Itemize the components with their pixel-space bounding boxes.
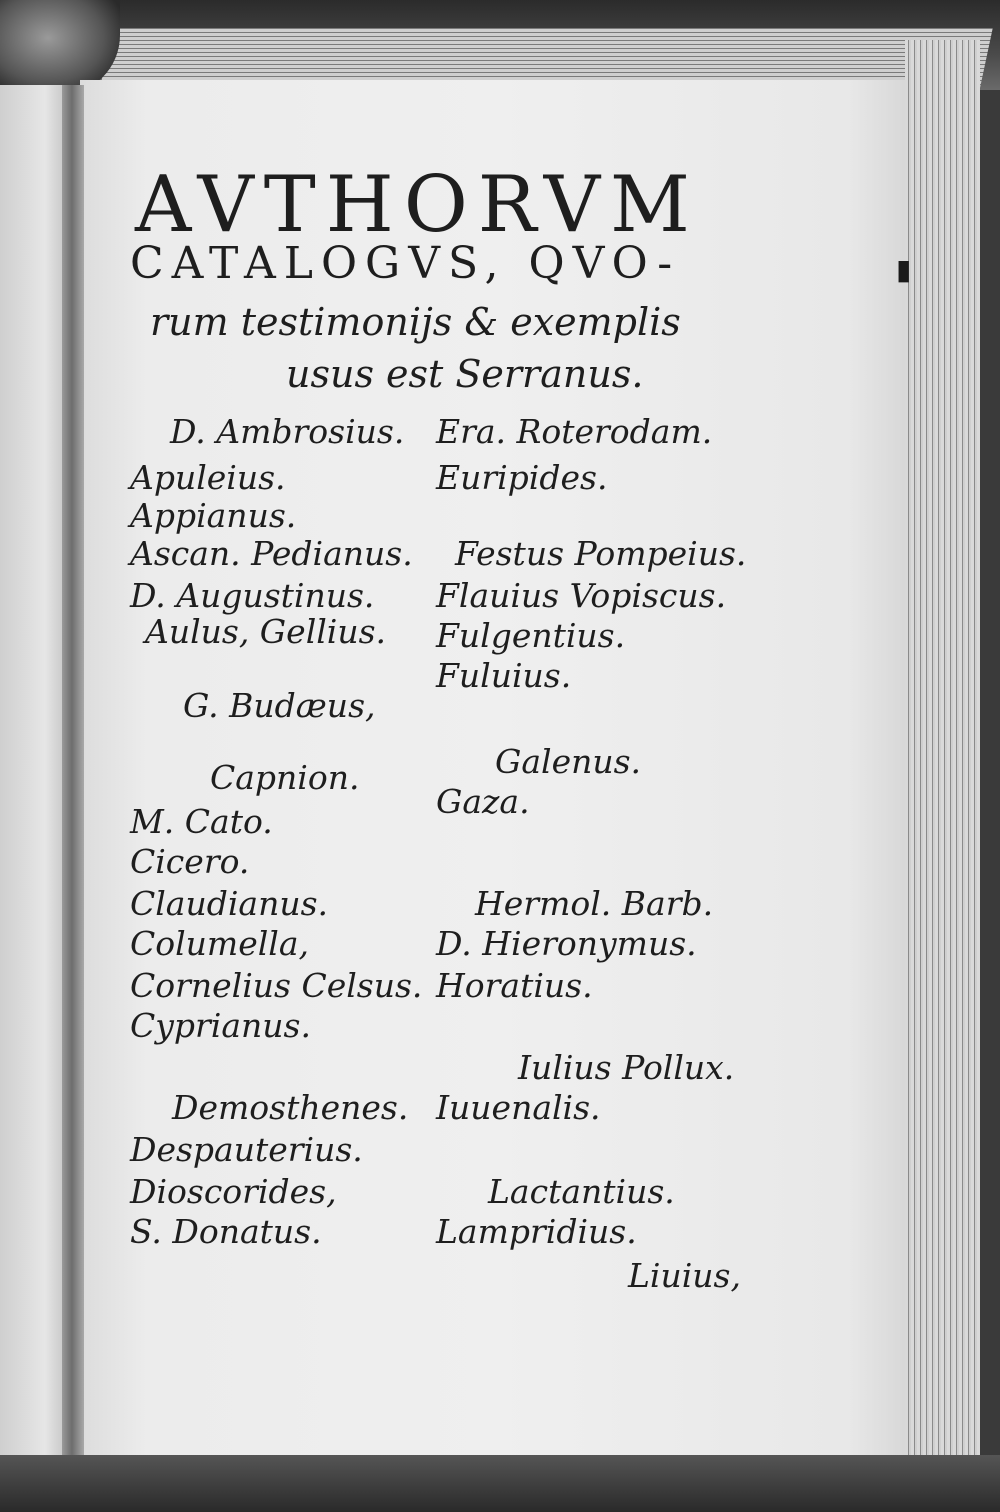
author-entry: Gaza.: [436, 782, 530, 821]
book-cover-bottom: [0, 1455, 1000, 1512]
author-entry: Dioscorides,: [130, 1172, 337, 1211]
page-subtitle: CATALOGVS, QVO-: [130, 238, 681, 289]
page-tab-mark: ▮: [896, 253, 912, 286]
author-entry: Cyprianus.: [130, 1006, 311, 1045]
author-entry: Era. Roterodam.: [436, 412, 713, 451]
author-entry: D. Hieronymus.: [436, 924, 697, 963]
author-entry: Flauius Vopiscus.: [436, 576, 727, 615]
title-line-3: rum testimonijs & exemplis: [150, 300, 681, 344]
author-entry: Iulius Pollux.: [518, 1048, 735, 1087]
author-entry: Ascan. Pedianus.: [130, 534, 413, 573]
author-entry: Columella,: [130, 924, 310, 963]
author-entry: Festus Pompeius.: [455, 534, 747, 573]
author-entry: D. Ambrosius.: [170, 412, 405, 451]
author-entry: Horatius.: [436, 966, 593, 1005]
page-edges-top: [100, 28, 993, 88]
author-entry: Liuius,: [628, 1256, 741, 1295]
page-edges-right: [905, 40, 980, 1460]
author-entry: Cornelius Celsus.: [130, 966, 423, 1005]
author-entry: Fulgentius.: [436, 616, 626, 655]
author-entry: G. Budæus,: [183, 686, 376, 725]
book-gutter: [62, 85, 84, 1455]
author-entry: Demosthenes.: [172, 1088, 409, 1127]
author-entry: Lactantius.: [488, 1172, 675, 1211]
author-entry: Capnion.: [210, 758, 360, 797]
author-entry: Fuluius.: [436, 656, 572, 695]
author-entry: Despauterius.: [130, 1130, 363, 1169]
author-entry: Appianus.: [130, 496, 297, 535]
page-title: AVTHORVM: [135, 160, 700, 250]
author-entry: Claudianus.: [130, 884, 329, 923]
author-entry: Cicero.: [130, 842, 250, 881]
author-entry: M. Cato.: [130, 802, 273, 841]
author-entry: S. Donatus.: [130, 1212, 322, 1251]
author-entry: Hermol. Barb.: [475, 884, 714, 923]
author-entry: D. Augustinus.: [130, 576, 375, 615]
title-line-4: usus est Serranus.: [286, 352, 644, 396]
author-entry: Aulus, Gellius.: [145, 612, 387, 651]
author-entry: Galenus.: [495, 742, 642, 781]
author-entry: Lampridius.: [436, 1212, 637, 1251]
author-entry: Euripides.: [436, 458, 608, 497]
author-entry: Apuleius.: [130, 458, 286, 497]
author-entry: Iuuenalis.: [436, 1088, 601, 1127]
